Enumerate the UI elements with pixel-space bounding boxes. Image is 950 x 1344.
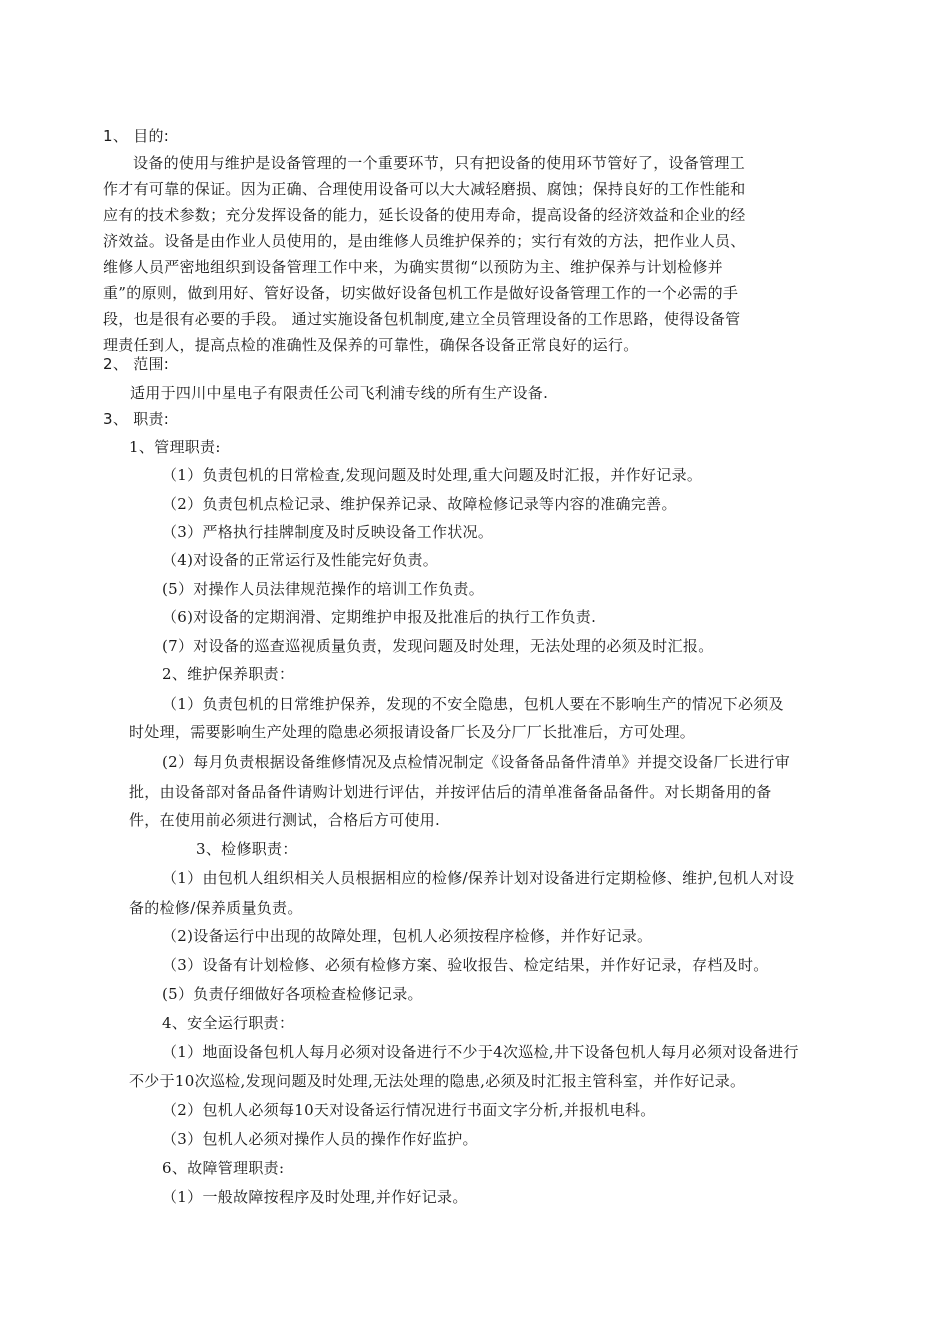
overhaul-line: （3）设备有计划检修、必须有检修方案、验收报告、检定结果，并作好记录，存档及时。 [162, 956, 769, 974]
management-item: （6)对设备的定期润滑、定期维护申报及批准后的执行工作负责. [162, 608, 597, 626]
management-item: （3）严格执行挂牌制度及时反映设备工作状况。 [162, 523, 494, 541]
purpose-line: 济效益。设备是由作业人员使用的，是由维修人员维护保养的；实行有效的方法，把作业人员、 [103, 232, 746, 250]
section-duties-heading: 3、 职责: [103, 410, 170, 428]
purpose-line: 段，也是很有必要的手段。 通过实施设备包机制度,建立全员管理设备的工作思路，使得设备管 [103, 310, 741, 328]
purpose-line: 维修人员严密地组织到设备管理工作中来，为确实贯彻“以预防为主、维护保养与计划检修并 [103, 258, 723, 276]
management-item: (7）对设备的巡查巡视质量负责，发现问题及时处理，无法处理的必须及时汇报。 [162, 637, 714, 655]
scope-text: 适用于四川中星电子有限责任公司飞利浦专线的所有生产设备. [130, 384, 549, 402]
overhaul-line: 备的检修/保养质量负责。 [129, 899, 303, 917]
management-item: （1）负责包机的日常检查,发现问题及时处理,重大问题及时汇报，并作好记录。 [162, 466, 703, 484]
maintenance-line: 时处理，需要影响生产处理的隐患必须报请设备厂长及分厂厂长批准后，方可处理。 [129, 723, 696, 741]
section-scope-heading: 2、 范围: [103, 355, 170, 373]
maintenance-line: 批，由设备部对备品备件请购计划进行评估，并按评估后的清单准备备品备件。对长期备用的备 [129, 783, 772, 801]
safety-line: （2）包机人必须每10天对设备运行情况进行书面文字分析,并报机电科。 [162, 1101, 656, 1119]
overhaul-line: (5）负责仔细做好各项检查检修记录。 [162, 985, 423, 1003]
safety-line: 不少于10次巡检,发现问题及时处理,无法处理的隐患,必须及时汇报主管科室，并作好记录。 [129, 1072, 746, 1090]
management-title: 1、管理职责: [129, 438, 221, 456]
maintenance-line: （1）负责包机的日常维护保养，发现的不安全隐患，包机人要在不影响生产的情况下必须及 [162, 695, 784, 713]
management-item: (5）对操作人员法律规范操作的培训工作负责。 [162, 580, 484, 598]
safety-line: （3）包机人必须对操作人员的操作作好监护。 [162, 1130, 478, 1148]
purpose-line: 设备的使用与维护是设备管理的一个重要环节，只有把设备的使用环节管好了，设备管理工 [133, 154, 746, 172]
overhaul-line: （1）由包机人组织相关人员根据相应的检修/保养计划对设备进行定期检修、维护,包机人对设 [162, 869, 795, 887]
maintenance-title: 2、维护保养职责： [162, 665, 295, 683]
purpose-line: 重”的原则，做到用好、管好设备，切实做好设备包机工作是做好设备管理工作的一个必需的手 [103, 284, 739, 302]
purpose-line: 理责任到人，提高点检的准确性及保养的可靠性，确保各设备正常良好的运行。 [103, 336, 639, 354]
fault-title: 6、故障管理职责: [162, 1159, 285, 1177]
purpose-line: 应有的技术参数；充分发挥设备的能力，延长设备的使用寿命，提高设备的经济效益和企业的经 [103, 206, 746, 224]
fault-line: （1）一般故障按程序及时处理,并作好记录。 [162, 1188, 468, 1206]
management-item: （2）负责包机点检记录、维护保养记录、故障检修记录等内容的准确完善。 [162, 495, 677, 513]
management-item: （4)对设备的正常运行及性能完好负责。 [162, 551, 439, 569]
safety-line: （1）地面设备包机人每月必须对设备进行不少于4次巡检,井下设备包机人每月必须对设备进行 [162, 1043, 799, 1061]
overhaul-title: 3、检修职责： [196, 840, 298, 858]
maintenance-line: 件，在使用前必须进行测试，合格后方可使用. [129, 811, 441, 829]
purpose-line: 作才有可靠的保证。因为正确、合理使用设备可以大大减轻磨损、腐蚀；保持良好的工作性能和 [103, 180, 746, 198]
maintenance-line: (2）每月负责根据设备维修情况及点检情况制定《设备备品备件清单》并提交设备厂长进行审 [162, 753, 790, 771]
overhaul-line: （2)设备运行中出现的故障处理，包机人必须按程序检修，并作好记录。 [162, 927, 653, 945]
section-purpose-heading: 1、 目的: [103, 127, 170, 145]
safety-title: 4、安全运行职责： [162, 1014, 295, 1032]
